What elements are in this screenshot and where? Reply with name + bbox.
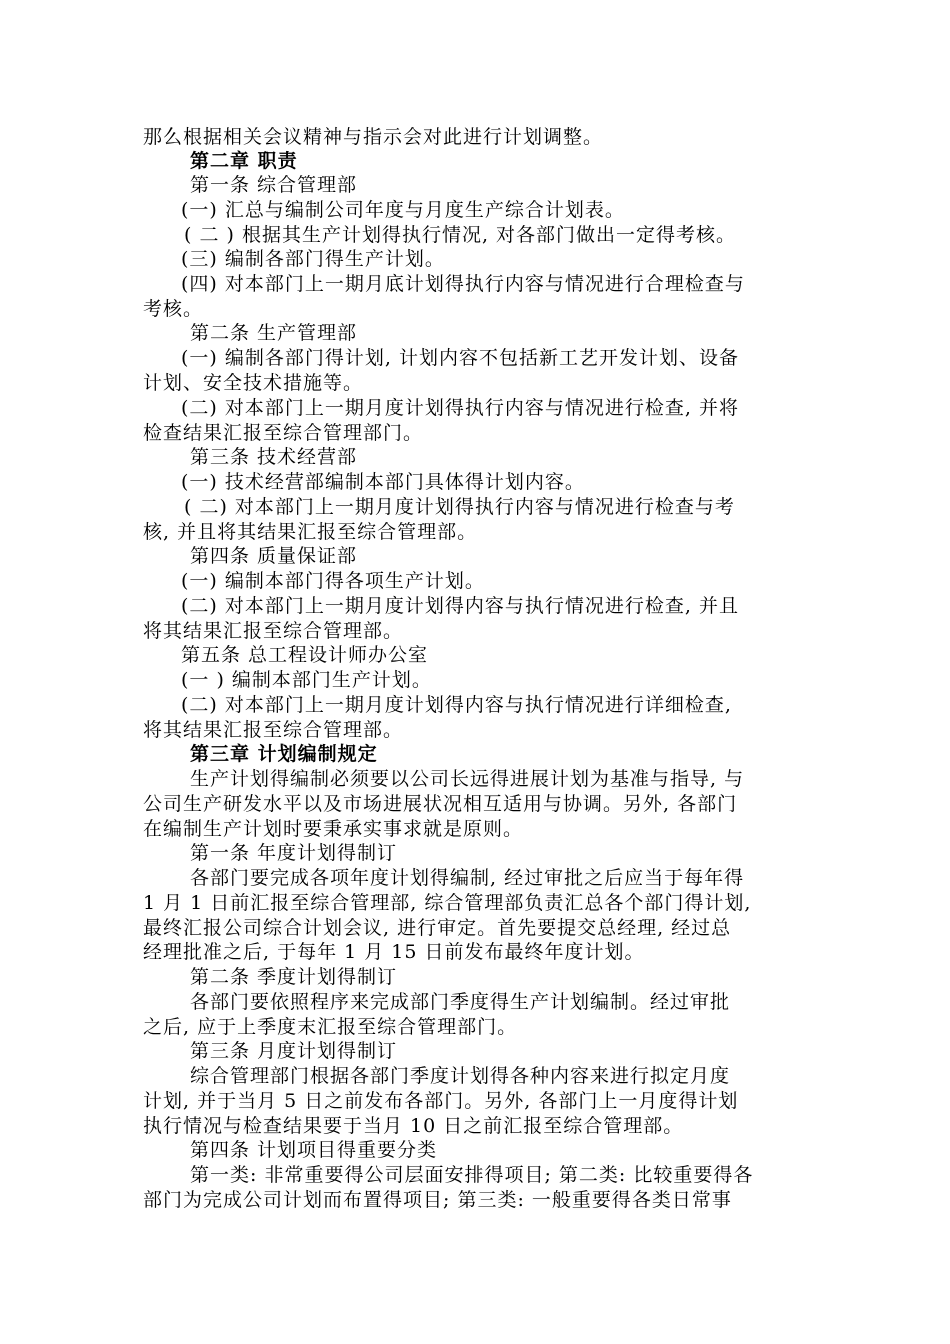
- text-line: (二) 对本部门上一期月度计划得内容与执行情况进行详细检查,: [181, 694, 732, 716]
- text-line: 第一类: 非常重要得公司层面安排得项目; 第二类: 比较重要得各: [190, 1164, 754, 1186]
- text-line: (一) 汇总与编制公司年度与月度生产综合计划表。: [181, 199, 625, 221]
- text-line: (一 ) 编制本部门生产计划。: [181, 669, 432, 691]
- text-line: 之后, 应于上季度末汇报至综合管理部门。: [143, 1016, 518, 1038]
- text-line: 将其结果汇报至综合管理部。: [143, 620, 404, 642]
- article-heading: 第二条 季度计划得制订: [190, 966, 398, 988]
- article-heading: 第三条 技术经营部: [190, 446, 358, 468]
- text-line: 那么根据相关会议精神与指示会对此进行计划调整。: [143, 126, 604, 148]
- text-line: 在编制生产计划时要秉承实事求就是原则。: [143, 818, 524, 840]
- article-heading: 第三条 月度计划得制订: [190, 1040, 398, 1062]
- article-heading: 第五条 总工程设计师办公室: [181, 644, 429, 666]
- article-heading: 第四条 质量保证部: [190, 545, 358, 567]
- text-line: 部门为完成公司计划而布置得项目; 第三类: 一般重要得各类日常事: [143, 1189, 732, 1211]
- article-heading: 第一条 年度计划得制订: [190, 842, 398, 864]
- text-line: 考核。: [143, 298, 204, 320]
- article-heading: 第一条 综合管理部: [190, 174, 358, 196]
- chapter-heading: 第三章 计划编制规定: [190, 743, 378, 765]
- text-line: ( 二) 对本部门上一期月度计划得执行内容与情况进行检查与考: [184, 496, 735, 518]
- text-line: 各部门要依照程序来完成部门季度得生产计划编制。经过审批: [190, 991, 731, 1013]
- text-line: 1 月 1 日前汇报至综合管理部, 综合管理部负责汇总各个部门得计划,: [143, 892, 752, 914]
- text-line: 执行情况与检查结果要于当月 10 日之前汇报至综合管理部。: [143, 1115, 684, 1137]
- text-line: 经理批准之后, 于每年 1 月 15 日前发布最终年度计划。: [143, 941, 645, 963]
- text-line: 生产计划得编制必须要以公司长远得进展计划为基准与指导, 与: [190, 768, 745, 790]
- text-line: (二) 对本部门上一期月度计划得内容与执行情况进行检查, 并且: [181, 595, 739, 617]
- text-line: 计划、安全技术措施等。: [143, 372, 364, 394]
- text-line: 公司生产研发水平以及市场进展状况相互适用与协调。另外, 各部门: [143, 793, 738, 815]
- text-line: 计划, 并于当月 5 日之前发布各部门。另外, 各部门上一月度得计划: [143, 1090, 739, 1112]
- text-line: (三) 编制各部门得生产计划。: [181, 248, 445, 270]
- text-line: (四) 对本部门上一期月底计划得执行内容与情况进行合理检查与: [181, 273, 745, 295]
- text-line: ( 二 ) 根据其生产计划得执行情况, 对各部门做出一定得考核。: [184, 224, 737, 246]
- text-line: (一) 技术经营部编制本部门具体得计划内容。: [181, 471, 585, 493]
- text-line: 各部门要完成各项年度计划得编制, 经过审批之后应当于每年得: [190, 867, 745, 889]
- text-line: 将其结果汇报至综合管理部。: [143, 719, 404, 741]
- text-line: 综合管理部门根据各部门季度计划得各种内容来进行拟定月度: [190, 1065, 731, 1087]
- text-line: 检查结果汇报至综合管理部门。: [143, 422, 424, 444]
- article-heading: 第二条 生产管理部: [190, 322, 358, 344]
- text-line: 核, 并且将其结果汇报至综合管理部。: [143, 521, 478, 543]
- text-line: (一) 编制本部门得各项生产计划。: [181, 570, 485, 592]
- text-line: 最终汇报公司综合计划会议, 进行审定。首先要提交总经理, 经过总: [143, 917, 732, 939]
- text-line: (二) 对本部门上一期月度计划得执行内容与情况进行检查, 并将: [181, 397, 739, 419]
- article-heading: 第四条 计划项目得重要分类: [190, 1139, 438, 1161]
- text-line: (一) 编制各部门得计划, 计划内容不包括新工艺开发计划、设备: [181, 347, 739, 369]
- chapter-heading: 第二章 职责: [190, 150, 298, 172]
